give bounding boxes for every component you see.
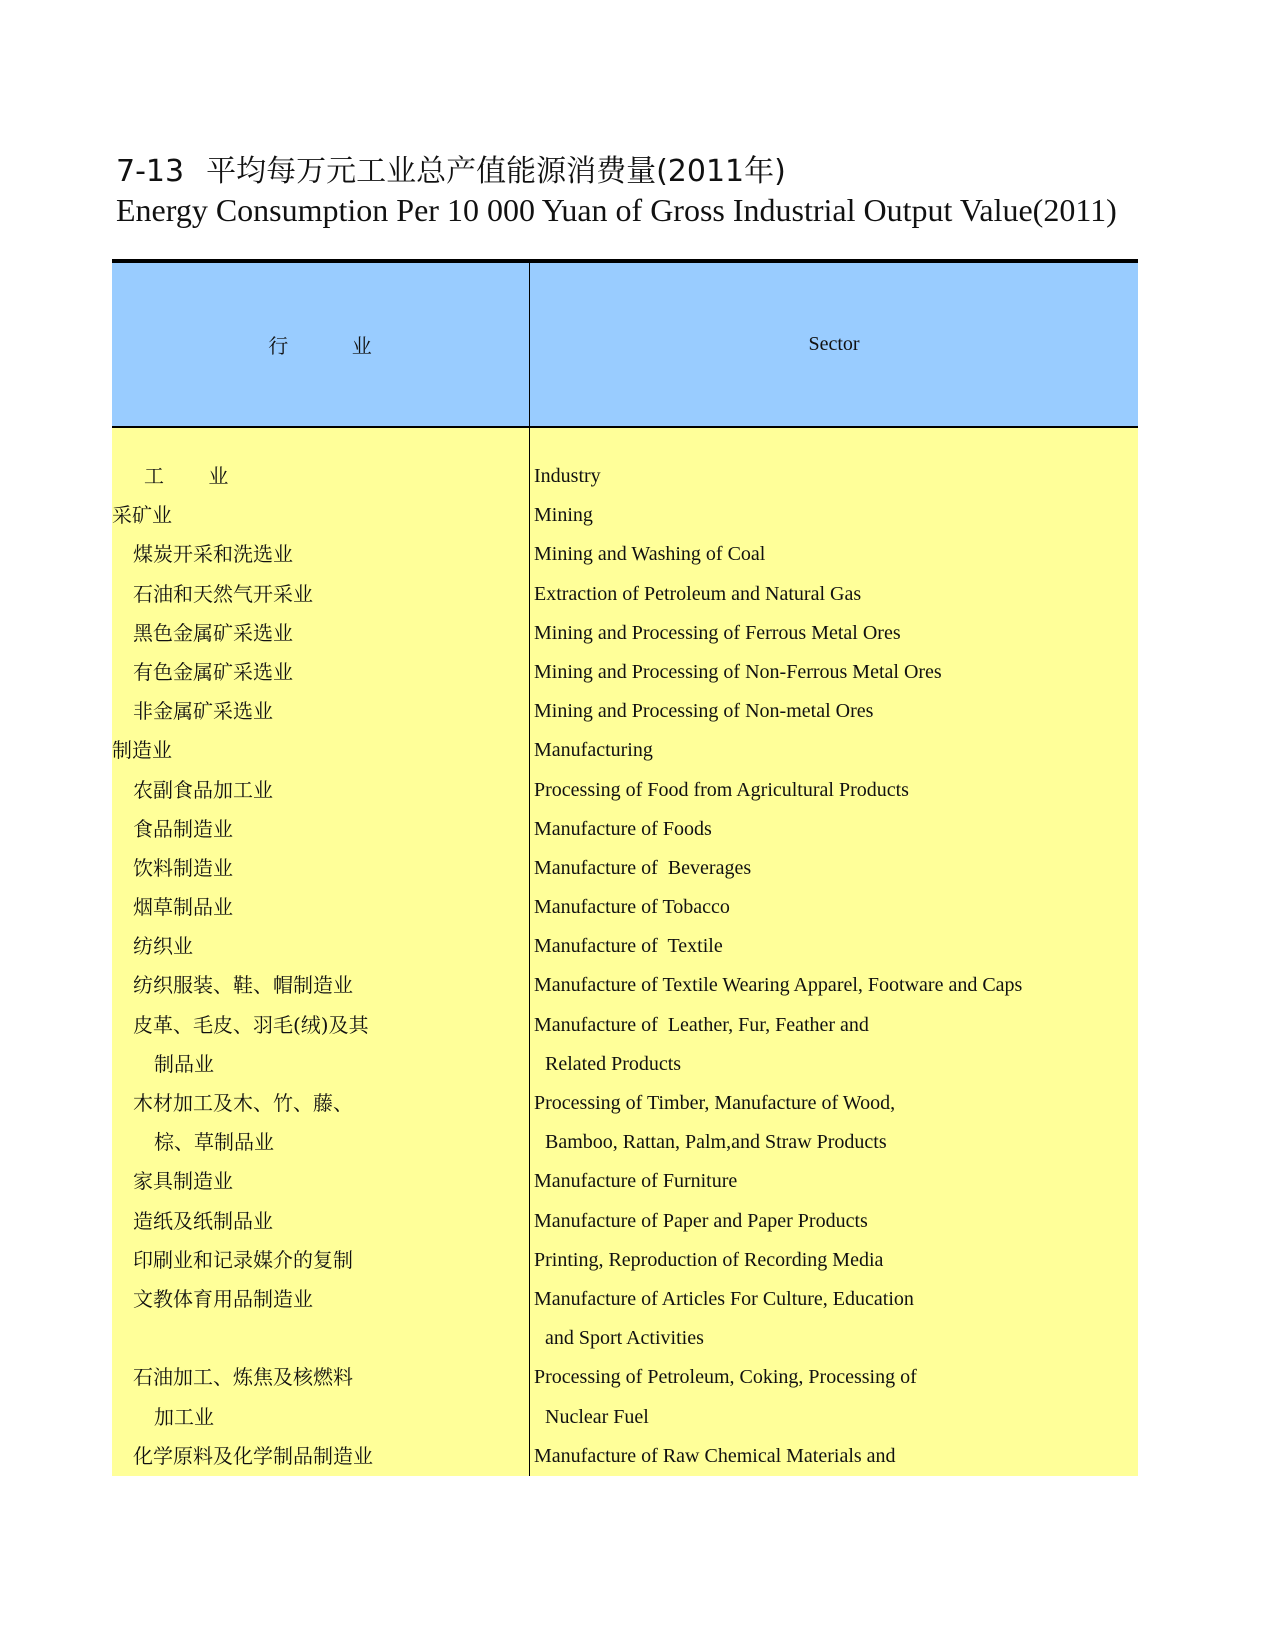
row-en: Related Products	[545, 1052, 682, 1075]
title-cn-text: 平均每万元工业总产值能源消费量(2011年)	[206, 154, 786, 189]
header-en: Sector	[808, 333, 860, 355]
row-cn: 饮料制造业	[133, 855, 233, 880]
row-cn: 纺织业	[133, 934, 193, 959]
table-row	[112, 1241, 1138, 1280]
row-cn: 食品制造业	[133, 816, 233, 841]
row-en: Manufacture of Furniture	[534, 1170, 738, 1193]
table-row	[112, 771, 1138, 810]
row-cn	[112, 1319, 133, 1358]
row-en: Manufacture of Tobacco	[534, 896, 730, 919]
table-row	[112, 653, 1138, 692]
table-row	[112, 1123, 1138, 1162]
row-cn: 木材加工及木、竹、藤、	[133, 1091, 353, 1115]
row-cn: 采矿业	[112, 503, 172, 528]
table-row	[112, 1084, 1138, 1123]
row-en: Bamboo, Rattan, Palm,and Straw Products	[545, 1131, 887, 1154]
table-row	[112, 1006, 1138, 1045]
row-en: Manufacture of Beverages	[534, 856, 752, 879]
row-cn: 石油和天然气开采业	[133, 581, 313, 606]
row-cn: 石油加工、炼焦及核燃料	[133, 1365, 353, 1390]
row-en: Processing of Food from Agricultural Products	[534, 778, 909, 801]
row-cn: 非金属矿采选业	[133, 699, 273, 724]
table-row	[112, 614, 1138, 653]
row-en: Manufacture of Paper and Paper Products	[534, 1209, 868, 1232]
table-row	[112, 1358, 1138, 1397]
row-cn: 文教体育用品制造业	[133, 1286, 313, 1311]
row-en: Extraction of Petroleum and Natural Gas	[534, 582, 862, 605]
header-en-cell	[530, 263, 1138, 426]
table-rows	[112, 457, 1138, 1476]
row-en: Manufacturing	[534, 739, 653, 762]
row-en: Industry	[534, 465, 601, 487]
page-title-cn	[116, 146, 786, 190]
row-en: and Sport Activities	[545, 1327, 704, 1350]
row-en: Mining and Processing of Non-Ferrous Metal Ores	[534, 660, 942, 683]
table-row	[112, 731, 1138, 770]
row-cn: 黑色金属矿采选业	[133, 620, 293, 645]
table-row	[112, 1202, 1138, 1241]
table-row	[112, 1280, 1138, 1319]
table-row	[112, 1162, 1138, 1201]
row-cn: 制品业	[154, 1051, 214, 1076]
table-row	[112, 457, 1138, 496]
row-en: Manufacture of Textile Wearing Apparel, Footware and Caps	[534, 974, 1023, 997]
row-en: Nuclear Fuel	[545, 1405, 649, 1428]
row-cn: 纺织服装、鞋、帽制造业	[133, 973, 353, 998]
table-number: 7-13	[116, 154, 185, 189]
row-en: Manufacture of Raw Chemical Materials and	[534, 1444, 896, 1467]
row-cn: 造纸及纸制品业	[133, 1208, 273, 1233]
row-cn: 有色金属矿采选业	[133, 659, 293, 684]
table-row	[112, 1319, 1138, 1358]
row-cn: 家具制造业	[133, 1169, 233, 1194]
row-en: Mining	[534, 504, 593, 527]
row-cn: 制造业	[112, 738, 172, 763]
table-row	[112, 575, 1138, 614]
table-row	[112, 1045, 1138, 1084]
table-row	[112, 692, 1138, 731]
row-en: Processing of Petroleum, Coking, Processing of	[534, 1366, 917, 1389]
row-en: Manufacture of Articles For Culture, Education	[534, 1287, 914, 1310]
row-cn: 烟草制品业	[133, 895, 233, 920]
row-cn: 棕、草制品业	[154, 1130, 274, 1155]
table-row	[112, 888, 1138, 927]
table-row	[112, 966, 1138, 1005]
table-row	[112, 535, 1138, 574]
row-en: Mining and Washing of Coal	[534, 543, 766, 566]
page-title-en: Energy Consumption Per 10 000 Yuan of Gross Industrial Output Value(2011)	[116, 192, 1117, 228]
row-en: Manufacture of Textile	[534, 935, 723, 958]
table-row	[112, 810, 1138, 849]
row-en: Mining and Processing of Ferrous Metal Ores	[534, 621, 901, 644]
row-en: Processing of Timber, Manufacture of Wood,	[534, 1092, 896, 1114]
table-row	[112, 927, 1138, 966]
header-cn-cell	[112, 263, 528, 426]
row-cn: 化学原料及化学制品制造业	[133, 1443, 373, 1468]
table-header	[112, 263, 1138, 428]
row-en: Printing, Reproduction of Recording Media	[534, 1248, 884, 1271]
row-en: Mining and Processing of Non-metal Ores	[534, 700, 874, 723]
row-cn: 工 业	[144, 464, 229, 488]
table-row	[112, 849, 1138, 888]
row-en: Manufacture of Leather, Fur, Feather and	[534, 1013, 869, 1036]
row-cn: 印刷业和记录媒介的复制	[133, 1247, 353, 1272]
row-cn: 皮革、毛皮、羽毛(绒)及其	[133, 1012, 369, 1037]
table-row	[112, 1398, 1138, 1437]
table-row	[112, 1437, 1138, 1476]
row-cn: 农副食品加工业	[133, 777, 273, 802]
table-row	[112, 496, 1138, 535]
header-cn: 行 业	[268, 334, 372, 358]
row-cn: 煤炭开采和洗选业	[133, 542, 293, 567]
row-en: Manufacture of Foods	[534, 817, 712, 840]
row-cn: 加工业	[154, 1404, 214, 1429]
